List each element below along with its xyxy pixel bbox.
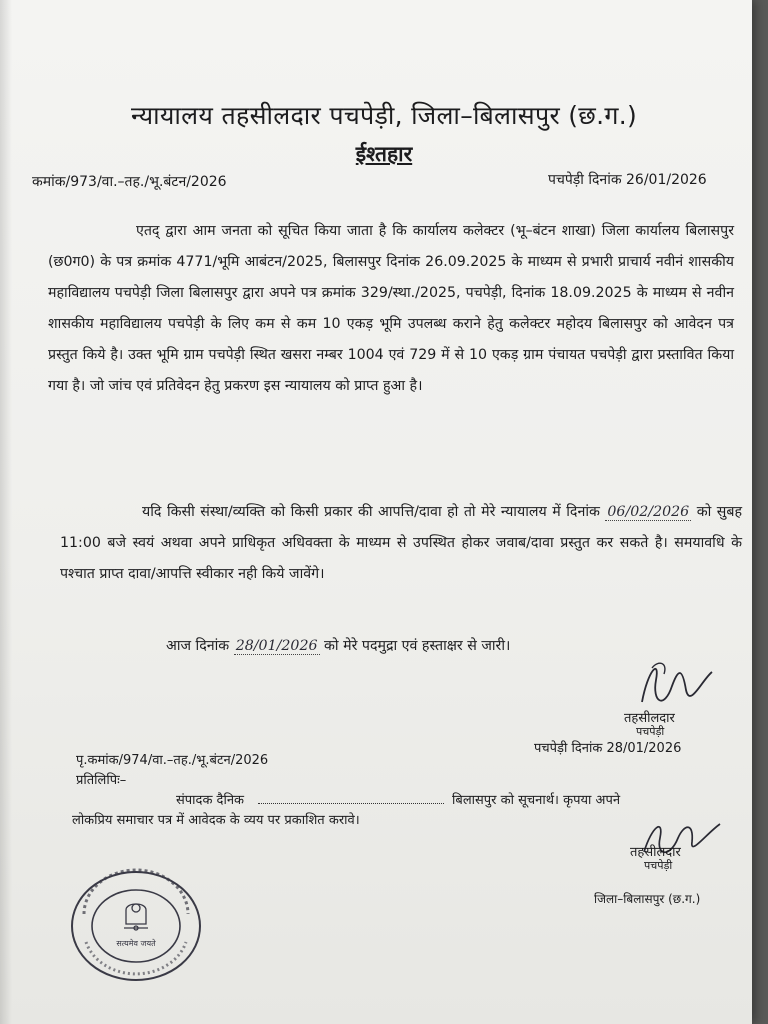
notice-paragraph-1: एतद् द्वारा आम जनता को सूचित किया जाता है कि कार्यालय कलेक्टर (भू–बंटन शाखा) जिला कार्यालय बिलासपुर (छ0ग0) के पत्र क्रमांक 4771/भूमि आबंटन/2025, बिलासपुर दिनांक 26.09.2025 के माध्यम से प्रभारी प्राचार्य नवीनं शासकीय महाविद्यालय पचपेड़ी जिला बिलासपुर द्वारा अपने पत्र क्रमांक 329/स्था./2025, पचपेड़ी, दिनांक 18.09.2025 के माध्यम से नवीन शासकीय महाविद्यालय पचपेड़ी के लिए कम से कम 10 एकड़ भूमि उपलब्ध कराने हेतु कलेक्टर महोदय बिलासपुर को आवेदन पत्र प्रस्तुत किये है। उक्त भूमि ग्राम पचपेड़ी स्थित खसरा नम्बर 1004 एवं 729 में से 10 एकड़ ग्राम पंचायत पचपेड़ी द्वारा प्रस्तावित किया गया है। जो जांच एवं प्रतिवेदन हेतु प्रकरण इस न्यायालय को प्राप्त हुआ है। <box>48 223 734 394</box>
place-date: पचपेड़ी दिनांक 26/01/2026 <box>548 172 707 188</box>
notice-heading: ईश्तहार <box>355 142 413 166</box>
copy-place-date: पचपेड़ी दिनांक 28/01/2026 <box>534 741 682 756</box>
issued-text-after: को मेरे पदमुद्रा एवं हस्ताक्षर से जारी। <box>324 638 511 654</box>
national-emblem-icon <box>124 904 148 930</box>
para2-text-before: यदि किसी संस्था/व्यक्ति को किसी प्रकार की आपत्ति/दावा हो तो मेरे न्यायालय में दिनांक <box>142 504 600 520</box>
signature-1-place: पचपेड़ी <box>636 725 665 738</box>
issued-statement <box>166 636 510 655</box>
copy-label: प्रतिलिपिः– <box>76 773 127 788</box>
signature-2-title: तहसीलदार <box>630 845 681 860</box>
blank-line <box>258 803 444 804</box>
issued-text-before: आज दिनांक <box>166 638 230 654</box>
signature-1-title: तहसीलदार <box>624 711 675 726</box>
seal-motto: सत्यमेव जयते <box>116 939 156 948</box>
copy-recipient: संपादक दैनिक <box>176 793 245 808</box>
notice-paragraph-2 <box>60 497 742 590</box>
signature-2-place: पचपेड़ी <box>644 859 673 872</box>
official-seal <box>66 866 206 986</box>
copy-city: बिलासपुर को सूचनार्थ। कृपया अपने <box>452 793 621 808</box>
signature-2-district: जिला–बिलासपुर (छ.ग.) <box>594 892 701 906</box>
para2-text-after: को सुबह 11:00 बजे स्वयं अथवा अपने प्राधिकृत अधिवक्ता के माध्यम से उपस्थित होकर जवाब/दावा प्रस्तुत कर सकते है। समयावधि के पश्चात प्राप्त दावा/आपत्ति स्वीकार नही किये जावेंगे। <box>60 504 743 582</box>
copy-instruction: लोकप्रिय समाचार पत्र में आवेदक के व्यय पर प्रकाशित करावे। <box>72 813 360 828</box>
hearing-date: 06/02/2026 <box>607 504 690 520</box>
copy-recipient-line <box>176 790 620 808</box>
reference-number: कमांक/973/वा.–तह./भू.बंटन/2026 <box>32 174 227 190</box>
copy-reference-number: पृ.कमांक/974/वा.–तह./भू.बंटन/2026 <box>76 753 269 768</box>
issued-date: 28/01/2026 <box>235 638 318 654</box>
court-title: न्यायालय तहसीलदार पचपेड़ी, जिला–बिलासपुर (छ.ग.) <box>130 101 638 130</box>
